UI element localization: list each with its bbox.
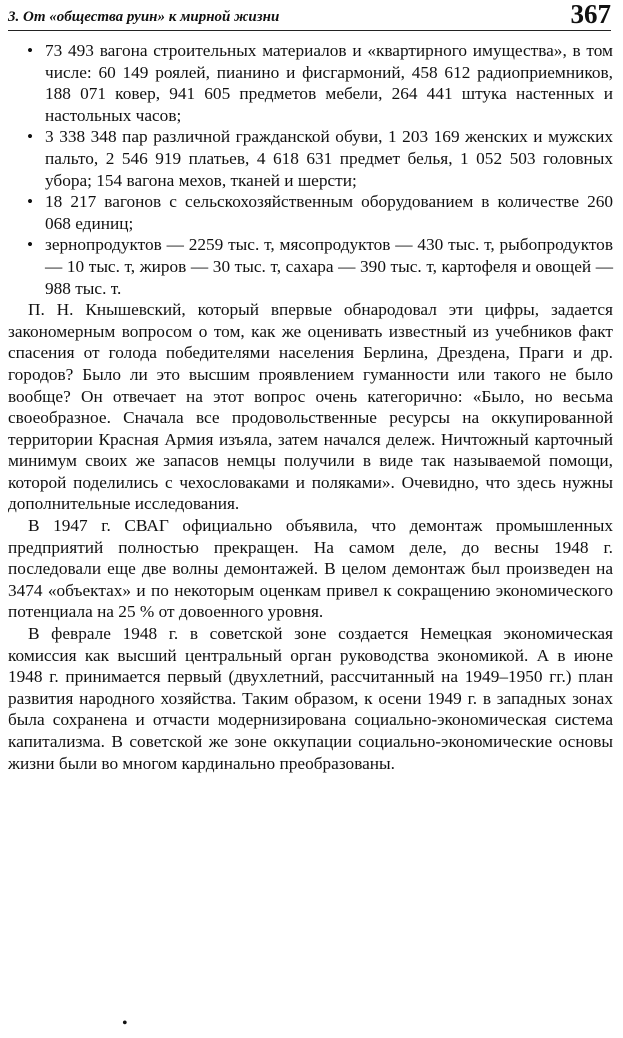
bullet-list xyxy=(8,40,613,299)
footer-mark: • xyxy=(122,1015,128,1032)
list-item xyxy=(8,126,613,191)
bullet-marker: • xyxy=(27,41,34,60)
page-number: 367 xyxy=(570,0,611,29)
list-item xyxy=(8,40,613,126)
list-item xyxy=(8,191,613,234)
paragraph-economic-commission: В феврале 1948 г. в советской зоне создается Немецкая экономическая комиссия как высший центральный орган руководства экономикой. А в июне 1948 г. принимается первый (двухлетний, рассчитанный на 1949–1950 гг.) план развития народного хозяйства. Таким образом, к осени 1949 г. в западных зонах была сохранена и отчасти модернизирована социально-экономическая система капитализма. В советской же зоне оккупации социально-экономические основы жизни были во многом кардинально преобразованы. xyxy=(8,624,613,773)
list-item-text: 73 493 вагона строительных материалов и «квартирного имущества», в том числе: 60 149 роялей, пианино и фисгармоний, 458 612 радиоприемников, 188 071 ковер, 941 605 предметов мебели, 264 441 штука настенных и настольных часов; xyxy=(45,41,613,125)
bullet-marker: • xyxy=(27,235,34,255)
bullet-marker: • xyxy=(27,192,34,212)
list-item xyxy=(8,234,613,299)
paragraph-dismantling: В 1947 г. СВАГ официально объявила, что демонтаж промышленных предприятий полностью прекращен. На самом деле, до весны 1948 г. последовали еще две волны демонтажей. В целом демонтаж был произведен на 3474 «объектах» и по некоторым оценкам привел к сокращению экономического потенциала на 25 % от довоенного уровня. xyxy=(8,516,613,622)
chapter-title: 3. От «общества руин» к мирной жизни xyxy=(8,9,280,25)
list-item-text: 3 338 348 пар различной гражданской обуви, 1 203 169 женских и мужских пальто, 2 546 919 платьев, 4 618 631 предмет белья, 1 052 503 головных убора; 154 вагона мехов, тканей и шерсти; xyxy=(45,127,613,190)
running-header xyxy=(8,0,611,31)
paragraph-knyshevsky: П. Н. Кнышевский, который впервые обнародовал эти цифры, задается закономерным вопросом о том, как же оценивать известный из учебников факт спасения от голода победителями населения Берлина, Дрездена, Праги и др. городов? Было ли это высшим проявлением гуманности или такого не было вообще? Он отвечает на этот вопрос очень категорично: «Было, но весьма своеобразное. Сначала все продовольственные ресурсы на оккупированной территории Красная Армия изъяла, затем начался дележ. Ничтожный карточный минимум своих же запасов немцы получили в виде так называемой помощи, которой поделились с чехословаками и поляками». Очевидно, что здесь нужны дополнительные исследования. xyxy=(8,300,613,514)
list-item-text: зернопродуктов — 2259 тыс. т, мясопродуктов — 430 тыс. т, рыбопродуктов — 10 тыс. т, жиров — 30 тыс. т, сахара — 390 тыс. т, картофеля и овощей — 988 тыс. т. xyxy=(45,235,613,298)
list-item-text: 18 217 вагонов с сельскохозяйственным оборудованием в количестве 260 068 единиц; xyxy=(45,192,613,233)
page-body xyxy=(8,40,613,774)
bullet-marker: • xyxy=(27,127,34,147)
